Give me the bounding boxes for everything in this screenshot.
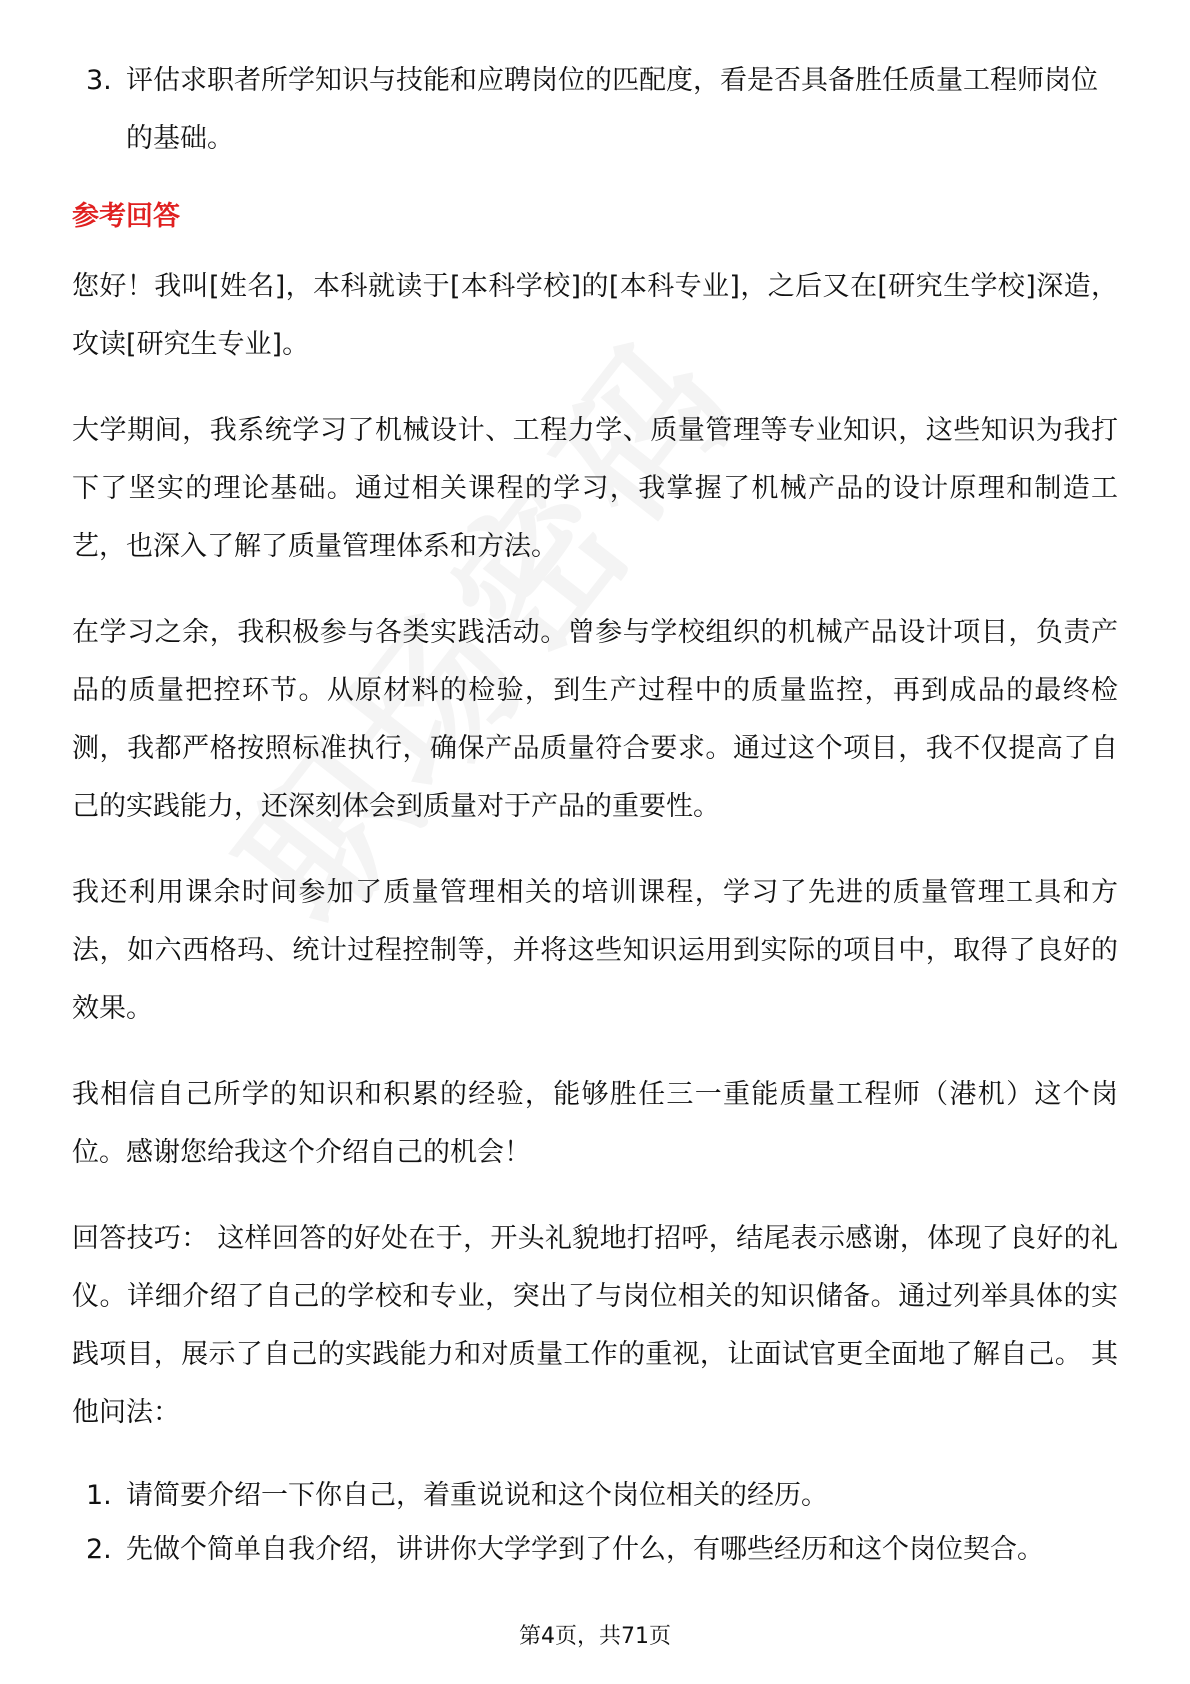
list-item-text: 评估求职者所学知识与技能和应聘岗位的匹配度，看是否具备胜任质量工程师岗位的基础。 xyxy=(126,65,1098,154)
paragraph-answer-tips: 回答技巧： 这样回答的好处在于，开头礼貌地打招呼，结尾表示感谢，体现了良好的礼仪。详细介绍了自己的学校和专业，突出了与岗位相关的知识储备。通过列举具体的实践项目，展示了自己的实践能力和对质量工作的重视，让面试官更全面地了解自己。 其他问法： xyxy=(72,1223,1118,1428)
list-item xyxy=(72,52,1118,168)
paragraph-conclusion: 我相信自己所学的知识和积累的经验，能够胜任三一重能质量工程师（港机）这个岗位。感谢您给我这个介绍自己的机会！ xyxy=(72,1079,1118,1168)
paragraph-practice: 在学习之余，我积极参与各类实践活动。曾参与学校组织的机械产品设计项目，负责产品的质量把控环节。从原材料的检验，到生产过程中的质量监控，再到成品的最终检测，我都严格按照标准执行，确保产品质量符合要求。通过这个项目，我不仅提高了自己的实践能力，还深刻体会到质量对于产品的重要性。 xyxy=(72,617,1118,822)
list-item xyxy=(72,1469,1118,1523)
page-content xyxy=(72,52,1118,1577)
list-item-text: 先做个简单自我介绍，讲讲你大学学到了什么，有哪些经历和这个岗位契合。 xyxy=(126,1534,1044,1565)
paragraph-greeting: 您好！我叫[姓名]，本科就读于[本科学校]的[本科专业]，之后又在[研究生学校]深造，攻读[研究生专业]。 xyxy=(72,271,1118,360)
list-item-number: 1. xyxy=(86,1480,112,1511)
list-item-text: 请简要介绍一下你自己，着重说说和这个岗位相关的经历。 xyxy=(126,1480,828,1511)
list-item-number: 2. xyxy=(86,1534,112,1565)
page-footer: 第4页，共71页 xyxy=(519,1624,671,1649)
list-item xyxy=(72,1523,1118,1577)
other-questions-list xyxy=(72,1469,1118,1577)
answer-heading: 参考回答 xyxy=(72,201,180,232)
paragraph-education: 大学期间，我系统学习了机械设计、工程力学、质量管理等专业知识，这些知识为我打下了坚实的理论基础。通过相关课程的学习，我掌握了机械产品的设计原理和制造工艺，也深入了解了质量管理体系和方法。 xyxy=(72,415,1118,562)
paragraph-training: 我还利用课余时间参加了质量管理相关的培训课程，学习了先进的质量管理工具和方法，如六西格玛、统计过程控制等，并将这些知识运用到实际的项目中，取得了良好的效果。 xyxy=(72,877,1118,1024)
list-item-number: 3. xyxy=(86,65,112,96)
